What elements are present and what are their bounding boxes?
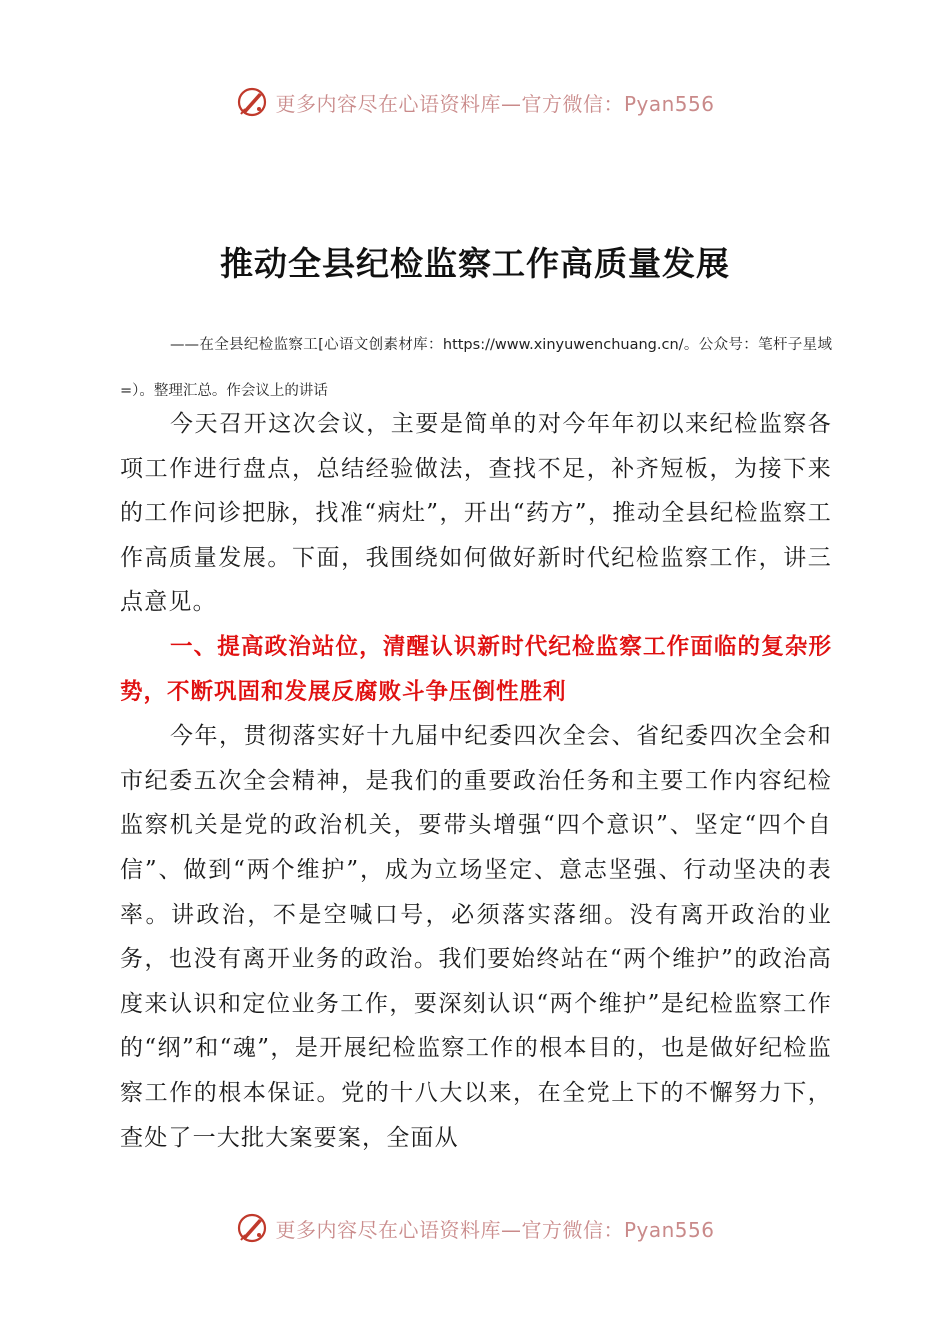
paragraph-section-1: 今年，贯彻落实好十九届中纪委四次全会、省纪委四次全会和市纪委五次全会精神，是我们的重要政治任务和主要工作内容纪检监察机关是党的政治机关，要带头增强“四个意识”、坚定“四个自信”、做到“两个维护”，成为立场坚定、意志坚强、行动坚决的表率。讲政治，不是空喊口号，必须落实落细。没有离开政治的业务，也没有离开业务的政治。我们要始终站在“两个维护”的政治高度来认识和定位业务工作，要深刻认识“两个维护”是纪检监察工作的“纲”和“魂”，是开展纪检监察工作的根本目的，也是做好纪检监察工作的根本保证。党的十八大以来，在全党上下的不懈努力下，查处了一大批大案要案，全面从	[120, 723, 832, 1151]
document-body	[120, 402, 832, 1160]
header-banner	[0, 82, 950, 122]
footer-banner	[0, 1208, 950, 1248]
banner-text: 更多内容尽在心语资料库—官方微信：Pyan556	[275, 91, 715, 116]
paragraph-intro: 今天召开这次会议，主要是简单的对今年年初以来纪检监察各项工作进行盘点，总结经验做法，查找不足，补齐短板，为接下来的工作问诊把脉，找准“病灶”，开出“药方”，推动全县纪检监察工作高质量发展。下面，我围绕如何做好新时代纪检监察工作，讲三点意见。	[120, 411, 832, 616]
quill-logo-icon	[235, 85, 269, 119]
banner-text: 更多内容尽在心语资料库—官方微信：Pyan556	[275, 1217, 715, 1242]
quill-logo-icon	[235, 1211, 269, 1245]
document-title: 推动全县纪检监察工作高质量发展	[220, 244, 730, 283]
section-heading-1: 一、提高政治站位，清醒认识新时代纪检监察工作面临的复杂形势，不断巩固和发展反腐败斗争压倒性胜利	[120, 633, 832, 705]
document-subtitle: ——在全县纪检监察工[心语文创素材库：https://www.xinyuwenchuang.cn/。公众号：笔杆子星域=）。整理汇总。作会议上的讲话	[120, 337, 832, 399]
